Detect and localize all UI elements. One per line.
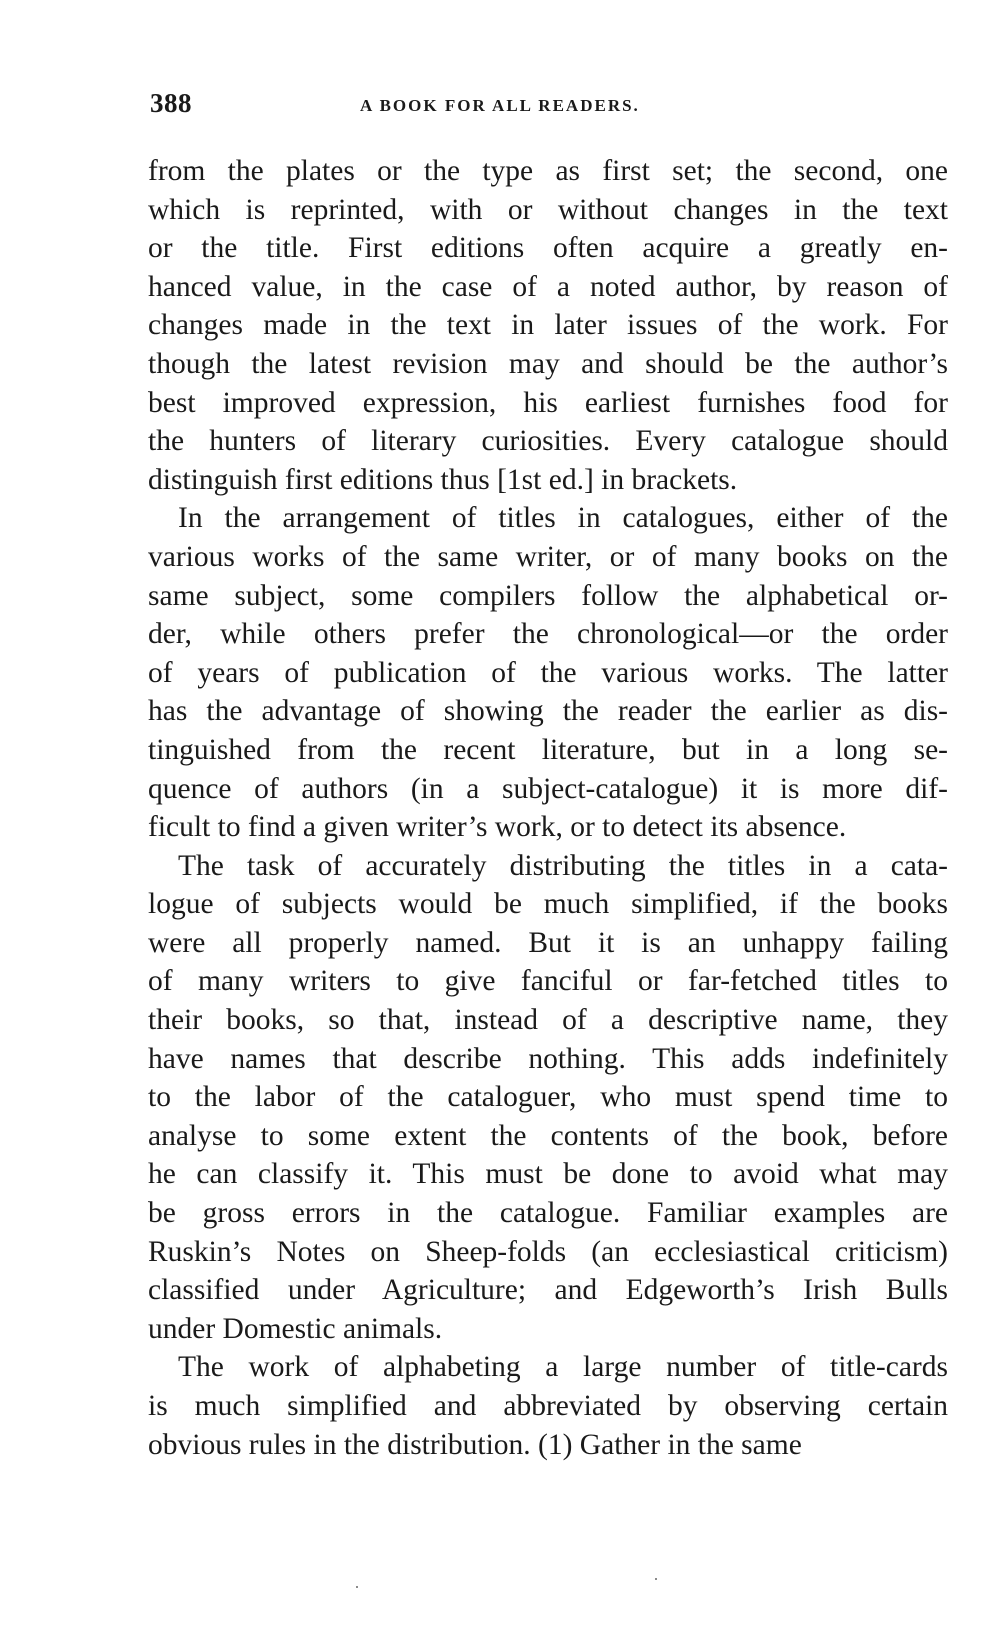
text-line: which is reprinted, with or without changes in the text (148, 193, 948, 226)
text-line: be gross errors in the catalogue. Familiar examples are (148, 1197, 948, 1230)
paper-speck (356, 1586, 358, 1588)
text-line: were all properly named. But it is an unhappy failing (148, 926, 948, 959)
paragraph (148, 1348, 948, 1464)
text-line: their books, so that, instead of a descriptive name, they (148, 1004, 948, 1037)
page-number: 388 (150, 88, 192, 118)
page-header (150, 88, 950, 128)
text-line: analyse to some extent the contents of the book, before (148, 1119, 948, 1152)
paragraph (148, 499, 948, 846)
paper-speck (655, 1578, 657, 1580)
text-line: quence of authors (in a subject-catalogue) it is more dif- (148, 772, 948, 805)
text-line: have names that describe nothing. This adds indefinitely (148, 1042, 948, 1075)
text-line: or the title. First editions often acquire a greatly en- (148, 232, 948, 265)
text-line: though the latest revision may and should be the author’s (148, 347, 948, 380)
text-line: classified under Agriculture; and Edgeworth’s Irish Bulls (148, 1274, 948, 1307)
text-line: the hunters of literary curiosities. Every catalogue should (148, 425, 948, 458)
text-line: hanced value, in the case of a noted author, by reason of (148, 270, 948, 303)
text-line: The task of accurately distributing the titles in a cata- (178, 849, 948, 882)
running-head: A BOOK FOR ALL READERS. (360, 96, 640, 115)
text-line: obvious rules in the distribution. (1) Gather in the same (148, 1428, 802, 1461)
text-line: changes made in the text in later issues of the work. For (148, 309, 948, 342)
text-line: same subject, some compilers follow the alphabetical or- (148, 579, 948, 612)
text-line: der, while others prefer the chronological—or the order (148, 618, 948, 651)
text-line: of years of publication of the various works. The latter (148, 656, 948, 689)
text-line: Ruskin’s Notes on Sheep-folds (an ecclesiastical criticism) (148, 1235, 948, 1268)
text-line: The work of alphabeting a large number of title-cards (178, 1351, 948, 1384)
paragraph (148, 152, 948, 499)
text-line: In the arrangement of titles in catalogues, either of the (178, 502, 948, 535)
text-line: is much simplified and abbreviated by observing certain (148, 1390, 948, 1422)
text-line: ficult to find a given writer’s work, or to detect its absence. (148, 811, 847, 844)
text-line: under Domestic animals. (148, 1312, 443, 1345)
text-line: distinguish first editions thus [1st ed.] in brackets. (148, 463, 738, 496)
text-line: logue of subjects would be much simplified, if the books (148, 888, 948, 921)
text-line: best improved expression, his earliest furnishes food for (148, 386, 948, 419)
body-text (148, 152, 948, 1464)
text-line: of many writers to give fanciful or far-fetched titles to (148, 965, 948, 998)
text-line: from the plates or the type as first set; the second, one (148, 155, 948, 187)
text-line: he can classify it. This must be done to avoid what may (148, 1158, 948, 1191)
text-line: has the advantage of showing the reader the earlier as dis- (148, 695, 948, 728)
text-line: tinguished from the recent literature, but in a long se- (148, 733, 948, 766)
text-line: to the labor of the cataloguer, who must spend time to (148, 1081, 948, 1114)
paragraph (148, 847, 948, 1349)
text-line: various works of the same writer, or of many books on the (148, 540, 948, 573)
